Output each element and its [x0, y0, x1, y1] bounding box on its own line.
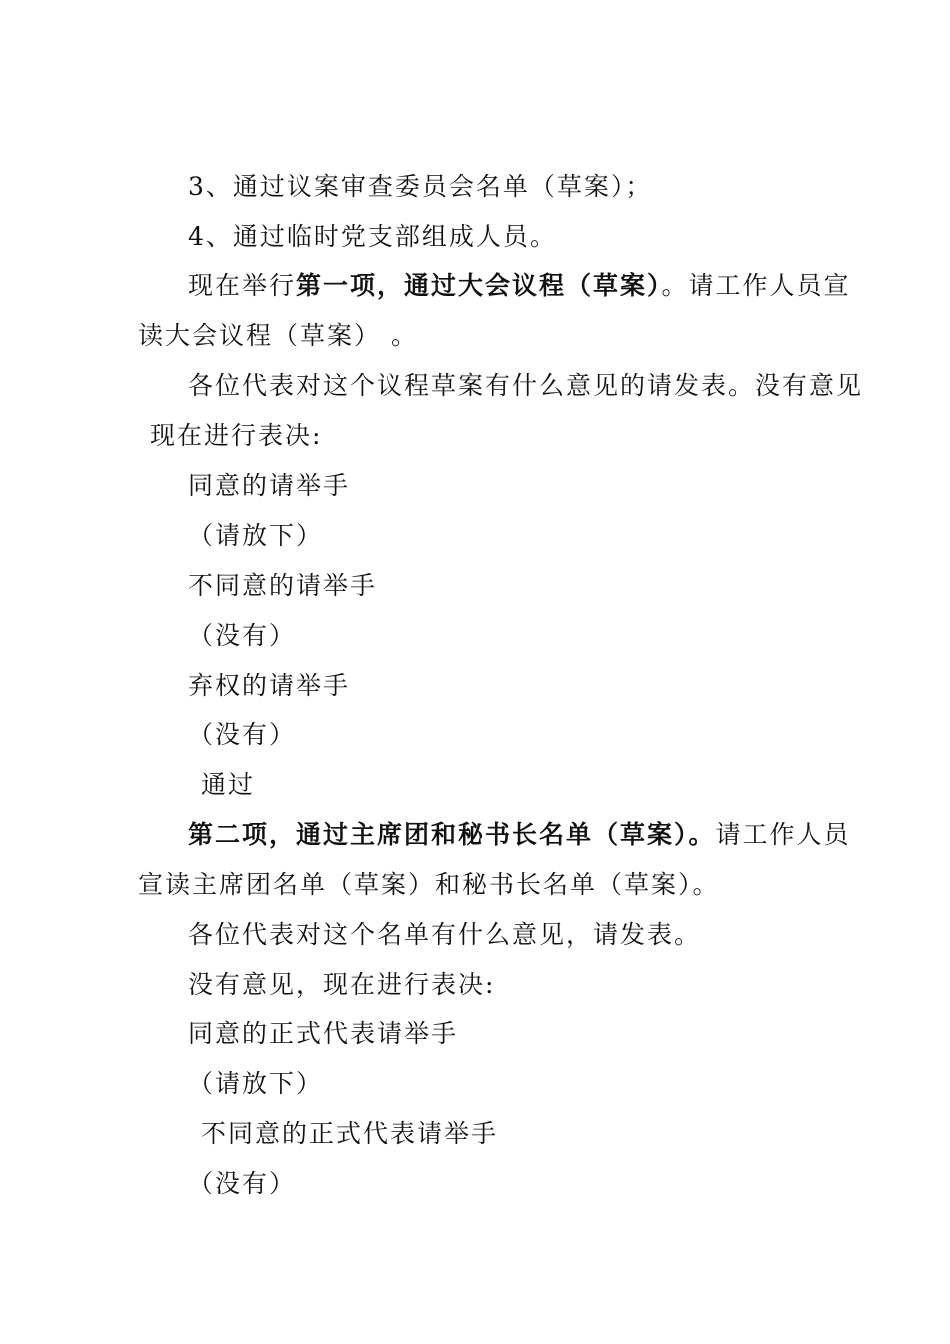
item-one-intro-continued [138, 321, 418, 351]
text-segment: （请放下） [188, 521, 324, 550]
bold-heading-item-two: 第二项，通过主席团和秘书长名单（草案）。 [188, 820, 716, 849]
vote-announcement [188, 970, 495, 1000]
vote-announcement [150, 421, 322, 451]
text-segment: 没有意见，现在进行表决: [188, 970, 496, 999]
text-segment: （没有） [188, 720, 297, 749]
item-one-intro [188, 271, 851, 301]
vote-agree [188, 471, 350, 501]
opinion-request [188, 920, 701, 950]
vote-abstain [188, 671, 350, 701]
passed-note [201, 770, 255, 800]
opinion-request [188, 371, 863, 401]
text-segment: 现在进行表决: [150, 421, 323, 450]
text-segment: 弃权的请举手 [188, 671, 351, 700]
stage-note [188, 1069, 323, 1099]
text-segment: 各位代表对这个议程草案有什么意见的请发表。没有意见 [188, 371, 864, 400]
text-segment: 同意的正式代表请举手 [188, 1019, 459, 1048]
agenda-item-3 [188, 172, 652, 202]
text-segment: 同意的请举手 [188, 471, 351, 500]
vote-disagree [201, 1119, 498, 1149]
stage-note [188, 1169, 296, 1199]
bold-heading-item-one: 第一项，通过大会议程（草案） [296, 271, 662, 300]
text-segment: 请工作人员 [715, 820, 851, 849]
text-segment: 3、通过议案审查委员会名单（草案）； [188, 172, 653, 201]
item-two-intro-continued [138, 870, 720, 900]
text-segment: 通过 [201, 770, 256, 799]
stage-note [188, 720, 296, 750]
text-segment: （请放下） [188, 1069, 324, 1098]
text-segment: （没有） [188, 621, 297, 650]
agenda-item-4 [188, 222, 557, 252]
vote-disagree [188, 571, 377, 601]
text-segment: 。请工作人员宣 [661, 271, 851, 300]
text-segment: （没有） [188, 1169, 297, 1198]
text-segment: 不同意的请举手 [188, 571, 378, 600]
stage-note [188, 621, 296, 651]
item-two-intro [188, 820, 851, 850]
text-segment: 各位代表对这个名单有什么意见，请发表。 [188, 920, 702, 949]
vote-agree [188, 1019, 458, 1049]
text-segment: 现在举行 [188, 271, 297, 300]
text-segment: 宣读主席团名单（草案）和秘书长名单（草案）。 [138, 870, 720, 899]
text-segment: 4、通过临时党支部组成人员。 [188, 222, 557, 251]
text-segment: 读大会议程（草案） 。 [138, 321, 418, 350]
stage-note [188, 521, 323, 551]
text-segment: 不同意的正式代表请举手 [201, 1119, 499, 1148]
